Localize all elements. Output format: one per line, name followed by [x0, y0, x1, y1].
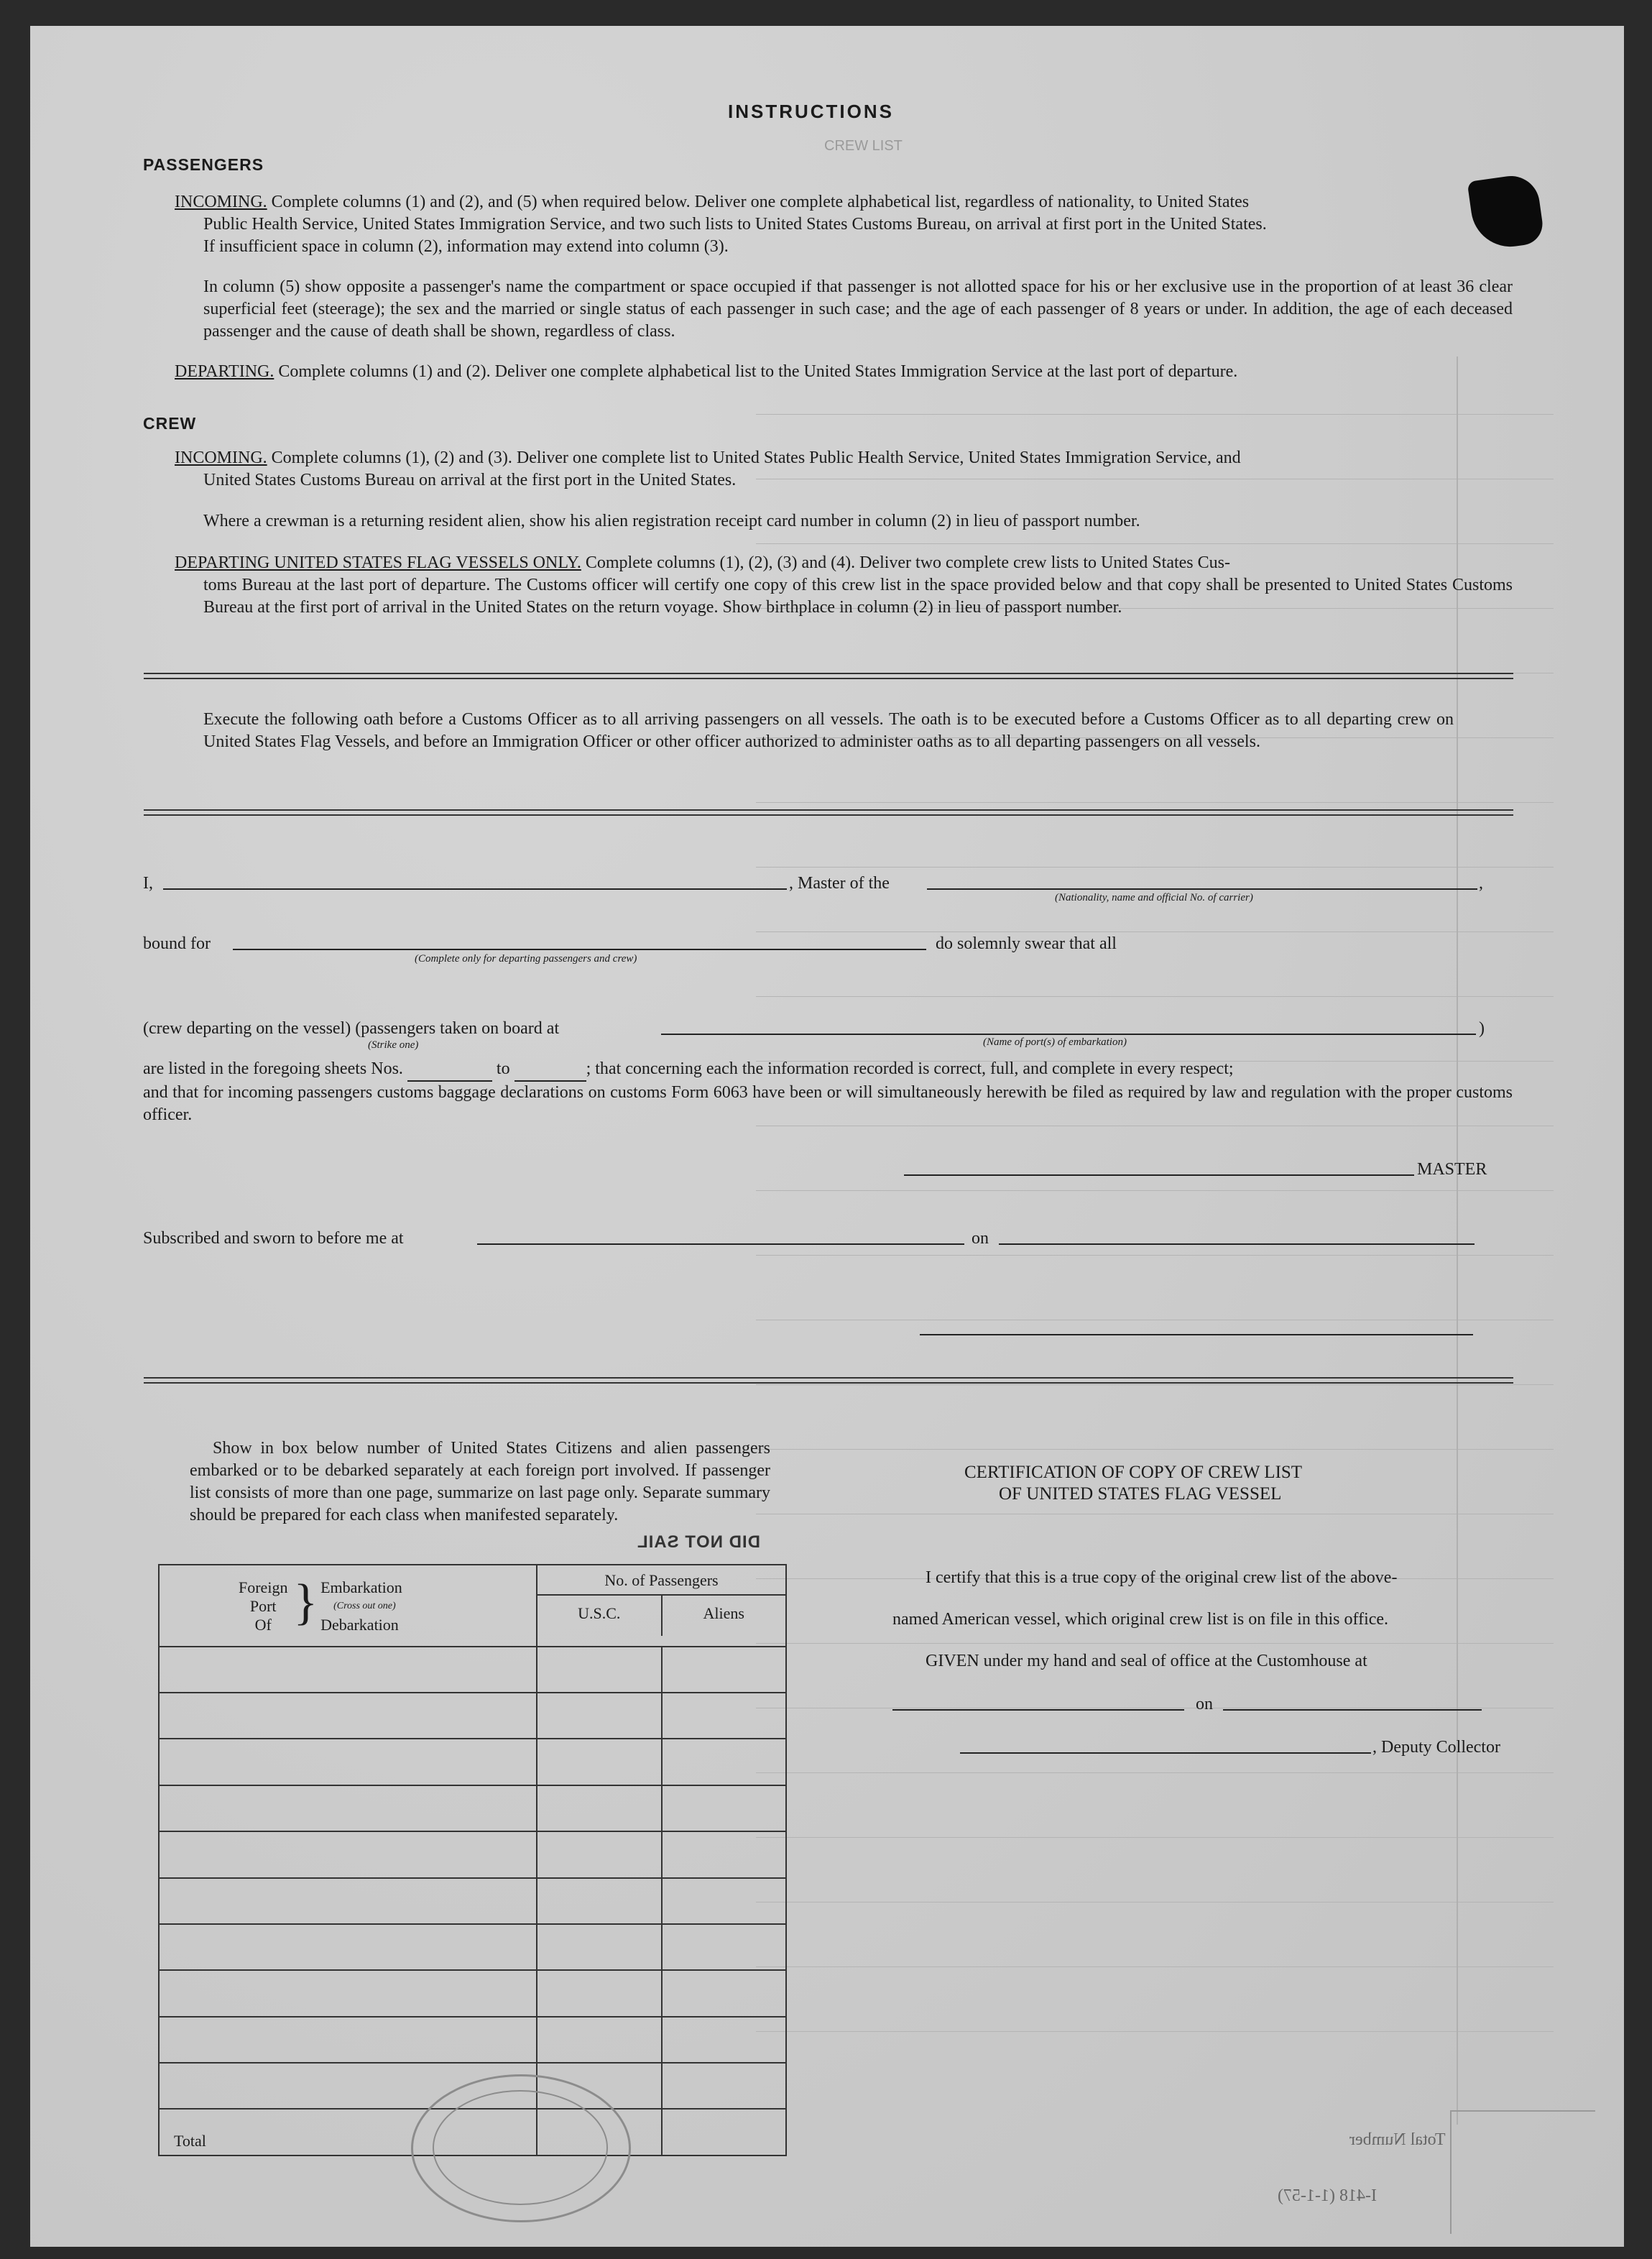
crew-heading: CREW — [143, 414, 197, 433]
subscribed-label: Subscribed and sworn to before me at — [143, 1229, 404, 1248]
col-usc: U.S.C. — [537, 1596, 663, 1636]
summary-usc-cell[interactable] — [537, 2017, 662, 2063]
summary-aliens-cell[interactable] — [662, 1878, 786, 1924]
certification-title — [964, 1462, 1482, 1505]
document-sheet — [30, 26, 1624, 2247]
summary-port-cell[interactable] — [159, 1785, 537, 1831]
form-number: I-418 (1-1-57) — [1278, 2186, 1377, 2205]
show-through-column-rule — [1457, 356, 1458, 2125]
crew-departing-text-2: toms Bureau at the last port of departure. The Customs officer will certify one copy of this crew list in the space provided below and that copy shall be presented to United States Customs Bureau at the first port of arrival in the United States on the return voyage. Show birthplace in column (2) in lieu of passport number. — [203, 576, 1513, 617]
summary-usc-cell[interactable] — [537, 1924, 662, 1970]
crew-incoming — [175, 447, 1513, 492]
bound-for-label: bound for — [143, 934, 211, 953]
summary-usc-cell[interactable] — [537, 1878, 662, 1924]
close-paren: ) — [1479, 1019, 1485, 1038]
listed-paragraph — [143, 1058, 1513, 1126]
passengers-incoming-text-3: If insufficient space in column (2), information may extend into column (3). — [203, 237, 729, 256]
swear-text: do solemnly swear that all — [936, 934, 1117, 953]
did-not-sail-stamp: DID NOT SAIL — [637, 1532, 760, 1552]
summary-usc-cell[interactable] — [537, 1739, 662, 1785]
col-debarkation: Debarkation — [320, 1616, 399, 1634]
summary-usc-cell[interactable] — [537, 1647, 662, 1693]
summary-aliens-cell[interactable] — [662, 1647, 786, 1693]
listed-text-a: are listed in the foregoing sheets Nos. — [143, 1059, 403, 1078]
oath-master-of: , Master of the — [789, 874, 890, 893]
crew-incoming-text-1: Complete columns (1), (2) and (3). Deliver one complete list to United States Public Health Service, United States Immigration Service, and — [271, 448, 1241, 467]
passengers-departing-text: Complete columns (1) and (2). Deliver one complete alphabetical list to the United States Immigration Service at the last port of departure. — [278, 362, 1238, 381]
summary-usc-cell[interactable] — [537, 1831, 662, 1877]
summary-port-cell[interactable] — [159, 1878, 537, 1924]
summary-aliens-cell[interactable] — [662, 1924, 786, 1970]
passenger-summary-table — [158, 1564, 787, 2156]
summary-usc-cell[interactable] — [537, 1785, 662, 1831]
customs-seal-inner — [433, 2090, 608, 2205]
crew-departing-text-1: Complete columns (1), (2), (3) and (4). Deliver two complete crew lists to United States Cus- — [585, 553, 1230, 572]
certification-text — [892, 1557, 1489, 1682]
listed-text-b: ; that concerning each the information recorded is correct, full, and complete in every respect; — [586, 1059, 1234, 1078]
certification-text-2: named American vessel, which original crew list is on file in this office. — [892, 1610, 1389, 1629]
passengers-heading: PASSENGERS — [143, 155, 264, 174]
subscribed-date-field[interactable] — [999, 1243, 1475, 1245]
section-divider-2 — [144, 809, 1513, 816]
summary-usc-cell[interactable] — [537, 1970, 662, 2016]
col-no-passengers: No. of Passengers — [537, 1565, 785, 1596]
page-title: INSTRUCTIONS — [728, 101, 894, 122]
section-divider-1 — [144, 673, 1513, 679]
certification-text-1: I certify that this is a true copy of the original crew list of the above- — [926, 1568, 1398, 1587]
master-name-field[interactable] — [163, 888, 787, 890]
crew-departing — [175, 552, 1513, 619]
summary-port-cell[interactable] — [159, 1970, 537, 2016]
certification-date-field[interactable] — [1223, 1709, 1482, 1711]
section-divider-3 — [144, 1377, 1513, 1384]
officer-signature-field[interactable] — [920, 1334, 1473, 1335]
col-embarkation: Embarkation — [320, 1578, 402, 1596]
footer-box — [1450, 2110, 1595, 2234]
summary-port-cell[interactable] — [159, 1739, 537, 1785]
col-aliens: Aliens — [703, 1604, 744, 1622]
summary-aliens-cell[interactable] — [662, 2063, 786, 2109]
subscribed-on-label: on — [972, 1229, 989, 1248]
bound-for-hint: (Complete only for departing passengers and crew) — [415, 953, 637, 965]
summary-aliens-cell[interactable] — [662, 1693, 786, 1739]
col-of: Of — [254, 1616, 272, 1634]
total-number-label: Total Number — [1349, 2130, 1446, 2149]
summary-header-passengers — [537, 1565, 786, 1647]
summary-total-aliens[interactable] — [662, 2109, 786, 2156]
listed-text-c: and that for incoming passengers customs baggage declarations on customs Form 6063 have been or will simultaneously herewith be filed as required by law and regulation with the proper customs officer. — [143, 1083, 1513, 1124]
carrier-field[interactable] — [927, 888, 1477, 890]
certification-title-1: CERTIFICATION OF COPY OF CREW LIST — [964, 1463, 1303, 1482]
listed-to: to — [496, 1059, 510, 1078]
summary-aliens-cell[interactable] — [662, 1831, 786, 1877]
crew-incoming-label: INCOMING. — [175, 448, 267, 467]
summary-port-cell[interactable] — [159, 2017, 537, 2063]
summary-aliens-cell[interactable] — [662, 1785, 786, 1831]
master-signature-field[interactable] — [904, 1174, 1414, 1176]
bound-for-field[interactable] — [233, 949, 926, 950]
strike-one-hint: (Strike one) — [368, 1039, 419, 1051]
sheet-to-field[interactable] — [514, 1058, 586, 1082]
embarkation-ports-field[interactable] — [661, 1034, 1476, 1035]
col-foreign: Foreign — [239, 1578, 288, 1596]
passengers-col5-text: In column (5) show opposite a passenger's name the compartment or space occupied if that passenger is not allotted space for his or her exclusive use in the proportion of at least 36 clear superficial feet (steerage); the sex and the married or single status of each passenger in such case; and the age of each passenger of 8 years or under. In addition, the age of each deceased passenger and the cause of death shall be shown, regardless of class. — [203, 277, 1513, 341]
passengers-incoming-label: INCOMING. — [175, 193, 267, 211]
ports-hint: (Name of port(s) of embarkation) — [983, 1036, 1127, 1048]
crew-departing-label-line: (crew departing on the vessel) (passengers taken on board at — [143, 1019, 560, 1038]
carrier-hint: (Nationality, name and official No. of carrier) — [1055, 892, 1253, 903]
certification-given: GIVEN under my hand and seal of office at the Customhouse at — [926, 1652, 1367, 1670]
summary-port-cell[interactable] — [159, 1647, 537, 1693]
passengers-incoming — [175, 191, 1513, 258]
crew-departing-label: DEPARTING UNITED STATES FLAG VESSELS ONLY. — [175, 553, 581, 572]
show-through-grid — [756, 371, 1554, 2125]
passengers-departing-label: DEPARTING. — [175, 362, 274, 381]
crew-incoming-text-2: United States Customs Bureau on arrival at the first port in the United States. — [203, 471, 737, 489]
summary-port-cell[interactable] — [159, 1924, 537, 1970]
certification-on-label: on — [1196, 1695, 1213, 1713]
master-label: MASTER — [1417, 1160, 1487, 1179]
passengers-departing — [175, 361, 1513, 383]
crew-resident-text: Where a crewman is a returning resident alien, show his alien registration receipt card number in column (2) in lieu of passport number. — [203, 512, 1140, 530]
col-cross-out: (Cross out one) — [333, 1601, 396, 1611]
summary-aliens-cell[interactable] — [662, 1739, 786, 1785]
total-label: Total — [174, 2132, 206, 2150]
oath-intro: Execute the following oath before a Customs Officer as to all arriving passengers on all vessels. The oath is to be executed before a Customs Officer as to all departing crew on United States Flag Vessels, and before an Immigration Officer or other officer authorized to administer oaths as to all departing passengers on all vessels. — [203, 710, 1454, 751]
summary-header-port: Foreign Port Of } Embarkation (Cross out one) Debarkation — [159, 1565, 537, 1647]
deputy-collector-label: , Deputy Collector — [1372, 1738, 1500, 1757]
summary-instructions: Show in box below number of United States Citizens and alien passengers embarked or to be debarked separately at each foreign port involved. If passenger list consists of more than one page, summarize on last page only. Separate summary should be prepared for each class when manifested separately. — [190, 1439, 770, 1524]
sheet-from-field[interactable] — [407, 1058, 492, 1082]
summary-port-cell[interactable] — [159, 1693, 537, 1739]
summary-aliens-cell[interactable] — [662, 2017, 786, 2063]
deputy-signature-field[interactable] — [960, 1752, 1371, 1754]
subscribed-place-field[interactable] — [477, 1243, 964, 1245]
customhouse-place-field[interactable] — [892, 1709, 1184, 1711]
oath-comma: , — [1479, 874, 1483, 893]
oath-i-label: I, — [143, 874, 153, 893]
ghost-crew-list-title: CREW LIST — [824, 138, 903, 154]
certification-title-2: OF UNITED STATES FLAG VESSEL — [999, 1484, 1282, 1504]
summary-aliens-cell[interactable] — [662, 1970, 786, 2016]
passengers-incoming-text-1: Complete columns (1) and (2), and (5) when required below. Deliver one complete alphabetical list, regardless of nationality, to United States — [271, 193, 1250, 211]
col-port: Port — [249, 1597, 277, 1615]
passengers-incoming-text-2: Public Health Service, United States Immigration Service, and two such lists to United States Customs Bureau, on arrival at first port in the United States. — [203, 215, 1267, 234]
summary-port-cell[interactable] — [159, 1831, 537, 1877]
summary-usc-cell[interactable] — [537, 1693, 662, 1739]
